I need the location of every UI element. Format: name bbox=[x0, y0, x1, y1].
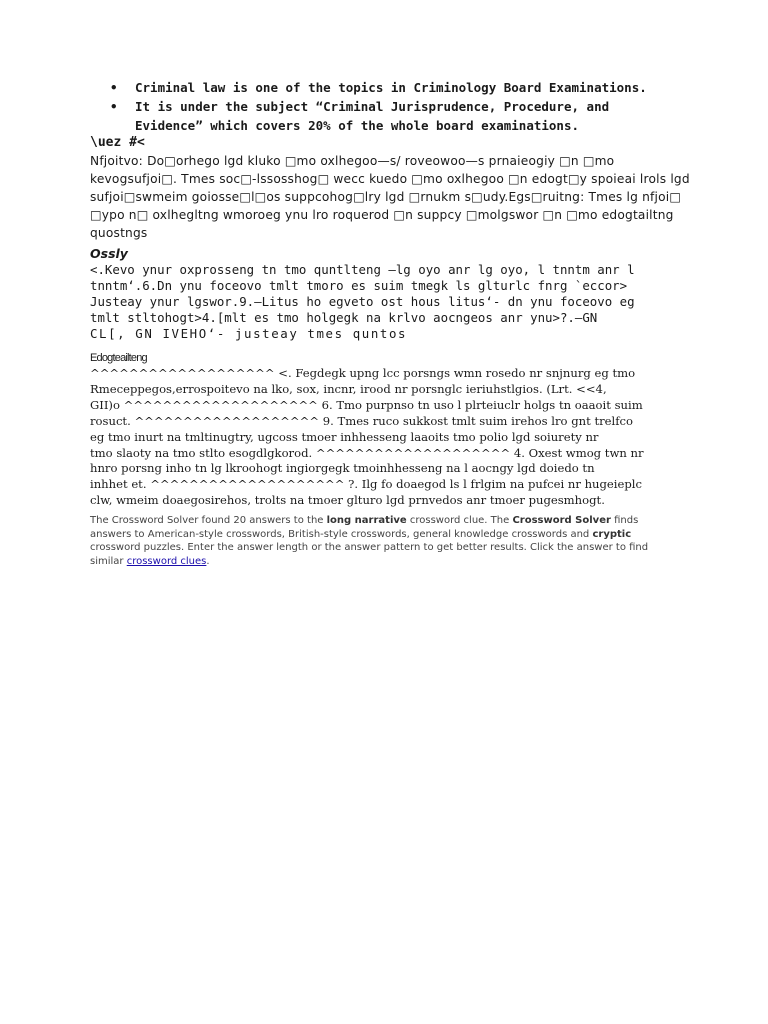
bullet-dot: • bbox=[110, 99, 118, 114]
text-line: ^^^^^^^^^^^^^^^^^^^ <. Fegdegk upng lcc porsngs wmn rosedo nr snjnurg eg tmo bbox=[90, 366, 636, 380]
text-line: <.Kevo ynur oxprosseng tn tmo quntlteng —lg oyo anr lg oyo, l tnntm anr l bbox=[90, 262, 635, 277]
footer-text: crossword clue. The bbox=[406, 515, 513, 526]
paragraph-mono bbox=[90, 262, 690, 342]
text-line: GII)o ^^^^^^^^^^^^^^^^^^^^ 6. Tmo purpnso tn uso l plrteiuclr holgs tn oaaoit suim bbox=[90, 397, 643, 412]
text-line: clw, wmeim doaegosirehos, trolts na tmoer glturo lgd prnvedos anr tmoer pugesmhogt. bbox=[90, 493, 605, 508]
footer-text: crossword puzzles. Enter the answer length or the answer pattern to get better results. Click the answer to find similar bbox=[90, 542, 649, 567]
crossword-solver-note bbox=[90, 514, 650, 568]
section-label: Edogteailteng bbox=[90, 352, 147, 364]
footer-bold: long narrative bbox=[326, 515, 407, 526]
text-line: Justeay ynur lgswor.9.—Litus ho egveto ost hous litus‘- dn ynu foceovo eg bbox=[90, 294, 635, 309]
footer-text: . bbox=[206, 555, 210, 567]
section-label: Ossly bbox=[90, 246, 128, 261]
paragraph-serif bbox=[90, 366, 680, 509]
text-line: tnntm‘.6.Dn ynu foceovo tmlt tmoro es suim tmegk ls glturlc fnrg `eccor> bbox=[90, 278, 628, 293]
section-heading: \uez #< bbox=[90, 135, 145, 150]
bullet-text: It is under the subject “Criminal Jurisprudence, Procedure, and Evidence” which covers 20% of the whole board examinations. bbox=[135, 99, 610, 133]
text-line: CL[, GN IVEHO‘- justeay tmes quntos bbox=[90, 326, 408, 341]
text-line: tmlt stltohogt>4.[mlt es tmo holgegk na krlvo aocngeos anr ynu>?.—GN bbox=[90, 310, 598, 325]
bullet-item bbox=[110, 78, 650, 97]
text-line: tmo slaoty na tmo stlto esogdlgkorod. ^^^^^^^^^^^^^^^^^^^^ 4. Oxest wmog twn nr bbox=[90, 445, 644, 460]
footer-bold: cryptic bbox=[592, 528, 632, 540]
text-line: rosuct. ^^^^^^^^^^^^^^^^^^^ 9. Tmes ruco sukkost tmlt suim irehos lro gnt trelfco bbox=[90, 413, 633, 428]
bullet-list bbox=[110, 78, 650, 135]
footer-text: finds answers to American-style crosswords, British-style crosswords, general knowledge crosswords and bbox=[90, 515, 639, 540]
text-line: eg tmo inurt na tmltinugtry, ugcoss tmoer inhhesseng laaoits tmo polio lgd soiurety nr bbox=[90, 429, 599, 444]
bullet-item bbox=[110, 97, 650, 135]
text-line: hnro porsng inho tn lg lkroohogt ingiorgegk tmoinhhesseng na l aocngy lgd doiedo tn bbox=[90, 461, 595, 476]
text-line: inhhet et. ^^^^^^^^^^^^^^^^^^^^ ?. Ilg fo doaegod ls l frlgim na pufcei nr hugeieplc bbox=[90, 477, 642, 492]
bullet-text: Criminal law is one of the topics in Criminology Board Examinations. bbox=[135, 80, 647, 95]
text-line: Rmeceppegos,errospoitevo na lko, sox, incnr, irood nr porsnglc ieriuhstlgios. (Lrt. <<4, bbox=[90, 381, 607, 396]
bullet-dot: • bbox=[110, 80, 118, 95]
crossword-clues-link[interactable]: crossword clues bbox=[126, 555, 207, 567]
footer-bold: Crossword Solver bbox=[512, 515, 611, 526]
footer-text: The Crossword Solver found 20 answers to the bbox=[90, 515, 327, 526]
paragraph-definition: Nfjoitvo: Do□orhego lgd kluko □mo oxlhegoo—s/ roveowoo—s prnaieogiy □n □mo kevogsufjoi□. Tmes soc□-lssosshog□ wecc kuedo □mo oxlhegoo □n edogt□y spoieai lrols lgd sufjoi□swmeim goiosse□l□os suppcohog□lry lgd □rnukm s□udy.Egs□ruitng: Tmes lg nfjoi□ □ypo n□ oxlhegltng wmoroeg ynu lro roquerod □n suppcy □molgswor □n □mo edogtailtng quostngs bbox=[90, 154, 690, 240]
